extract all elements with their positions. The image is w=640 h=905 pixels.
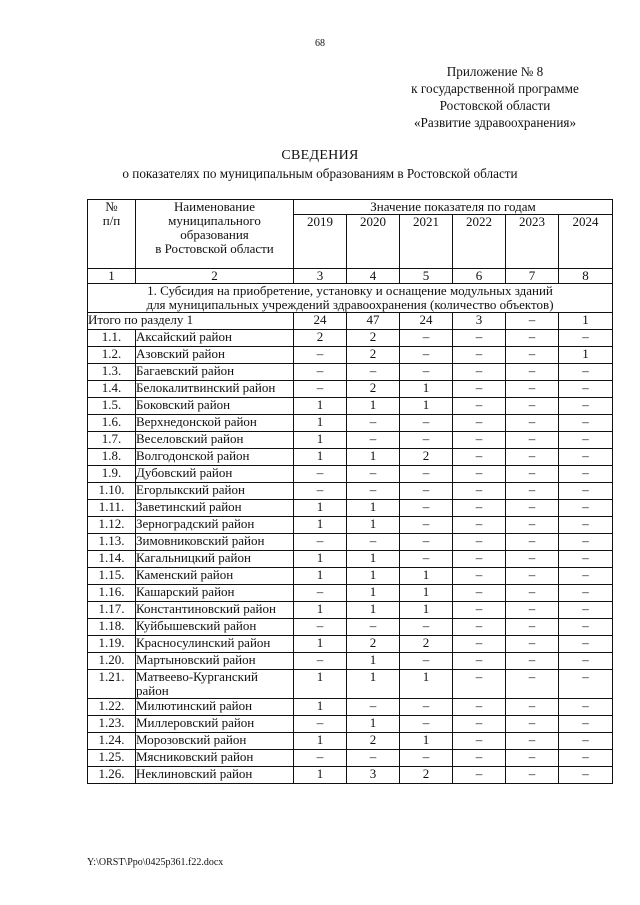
appendix-line: Ростовской области xyxy=(439,98,551,113)
section-total-label: Итого по разделу 1 xyxy=(88,313,294,330)
indicator-value: – xyxy=(559,500,613,517)
indicator-value: – xyxy=(506,347,559,364)
column-number: 6 xyxy=(453,269,506,284)
indicator-value: 1 xyxy=(400,670,453,699)
indicator-value: – xyxy=(347,534,400,551)
row-number: 1.6. xyxy=(88,415,136,432)
table-row xyxy=(88,750,613,767)
table-row xyxy=(88,500,613,517)
district-name: Веселовский район xyxy=(136,432,294,449)
indicator-value: – xyxy=(559,534,613,551)
row-number: 1.24. xyxy=(88,733,136,750)
indicator-value: – xyxy=(347,466,400,483)
indicator-value: – xyxy=(506,750,559,767)
indicator-value: – xyxy=(453,670,506,699)
table-row xyxy=(88,381,613,398)
indicator-value: 1 xyxy=(559,347,613,364)
table-row xyxy=(88,585,613,602)
document-subtitle: о показателях по муниципальным образованиям в Ростовской области xyxy=(122,166,518,181)
header-year: 2022 xyxy=(453,215,506,269)
section-total-value: 3 xyxy=(453,313,506,330)
header-row xyxy=(88,200,613,215)
indicator-value: – xyxy=(506,398,559,415)
indicator-value: – xyxy=(559,619,613,636)
indicator-value: – xyxy=(559,551,613,568)
indicator-value: – xyxy=(559,636,613,653)
indicator-value: – xyxy=(347,483,400,500)
row-number: 1.18. xyxy=(88,619,136,636)
indicator-value: – xyxy=(559,517,613,534)
header-year: 2024 xyxy=(559,215,613,269)
indicator-value: 1 xyxy=(400,585,453,602)
table-row xyxy=(88,449,613,466)
district-name: Каменский район xyxy=(136,568,294,585)
district-name: Зерноградский район xyxy=(136,517,294,534)
indicator-value: – xyxy=(506,364,559,381)
indicator-value: – xyxy=(347,432,400,449)
indicator-value: – xyxy=(400,716,453,733)
indicator-value: – xyxy=(506,670,559,699)
district-name: Красносулинский район xyxy=(136,636,294,653)
indicator-value: 1 xyxy=(294,699,347,716)
indicator-value: – xyxy=(559,398,613,415)
section-title-line: для муниципальных учреждений здравоохранения (количество объектов) xyxy=(146,297,554,312)
indicator-value: – xyxy=(559,466,613,483)
section-total-value: 24 xyxy=(400,313,453,330)
appendix-line: Приложение № 8 xyxy=(446,64,544,79)
indicator-value: – xyxy=(506,602,559,619)
indicator-value: – xyxy=(453,500,506,517)
indicator-value: – xyxy=(400,534,453,551)
indicator-value: 1 xyxy=(347,585,400,602)
indicator-value: – xyxy=(294,653,347,670)
indicator-value: – xyxy=(506,733,559,750)
row-number: 1.16. xyxy=(88,585,136,602)
row-number: 1.14. xyxy=(88,551,136,568)
indicator-value: – xyxy=(559,432,613,449)
indicators-table xyxy=(87,199,613,784)
indicator-value: – xyxy=(400,517,453,534)
table-row xyxy=(88,551,613,568)
indicator-value: – xyxy=(506,330,559,347)
section-total-value: 1 xyxy=(559,313,613,330)
indicator-value: – xyxy=(506,381,559,398)
header-no-line1: № xyxy=(105,199,118,214)
header-name-cell xyxy=(136,200,294,269)
indicator-value: 2 xyxy=(400,449,453,466)
indicator-value: – xyxy=(400,551,453,568)
indicator-value: – xyxy=(559,568,613,585)
indicator-value: – xyxy=(453,767,506,784)
indicator-value: – xyxy=(294,347,347,364)
district-name: Дубовский район xyxy=(136,466,294,483)
indicator-value: – xyxy=(559,767,613,784)
indicator-value: – xyxy=(559,364,613,381)
indicator-value: – xyxy=(559,483,613,500)
column-number: 3 xyxy=(294,269,347,284)
district-name: Куйбышевский район xyxy=(136,619,294,636)
indicator-value: 1 xyxy=(294,733,347,750)
indicator-value: – xyxy=(453,398,506,415)
district-name: Неклиновский район xyxy=(136,767,294,784)
indicator-value: – xyxy=(559,585,613,602)
indicator-value: – xyxy=(453,347,506,364)
header-name-line: Наименование xyxy=(174,199,255,214)
section-title-row xyxy=(88,284,613,313)
table-row xyxy=(88,398,613,415)
indicator-value: 1 xyxy=(294,517,347,534)
row-number: 1.11. xyxy=(88,500,136,517)
indicator-value: 1 xyxy=(294,767,347,784)
indicator-value: – xyxy=(453,636,506,653)
indicator-value: – xyxy=(506,500,559,517)
header-year: 2019 xyxy=(294,215,347,269)
indicator-value: – xyxy=(559,716,613,733)
indicator-value: – xyxy=(559,330,613,347)
indicator-value: 1 xyxy=(294,500,347,517)
document-title: СВЕДЕНИЯ xyxy=(281,148,359,163)
indicator-value: 2 xyxy=(400,767,453,784)
district-name: Матвеево-Курганский район xyxy=(136,670,294,699)
row-number: 1.26. xyxy=(88,767,136,784)
row-number: 1.7. xyxy=(88,432,136,449)
indicator-value: – xyxy=(400,466,453,483)
indicator-value: – xyxy=(506,534,559,551)
indicator-value: – xyxy=(347,619,400,636)
district-name: Зимовниковский район xyxy=(136,534,294,551)
indicator-value: 1 xyxy=(347,670,400,699)
indicator-value: 1 xyxy=(294,551,347,568)
row-number: 1.2. xyxy=(88,347,136,364)
header-no-line2: п/п xyxy=(102,213,121,228)
row-number: 1.10. xyxy=(88,483,136,500)
district-name: Багаевский район xyxy=(136,364,294,381)
indicator-value: – xyxy=(294,534,347,551)
indicator-value: – xyxy=(506,716,559,733)
header-name-line: в Ростовской области xyxy=(155,241,274,256)
row-number: 1.17. xyxy=(88,602,136,619)
table-row xyxy=(88,767,613,784)
header-year: 2023 xyxy=(506,215,559,269)
indicator-value: – xyxy=(294,585,347,602)
column-numbers-row xyxy=(88,269,613,284)
appendix-line: «Развитие здравоохранения» xyxy=(413,115,577,130)
district-name: Кашарский район xyxy=(136,585,294,602)
indicator-value: – xyxy=(294,750,347,767)
indicator-value: – xyxy=(506,767,559,784)
indicator-value: 1 xyxy=(347,602,400,619)
indicator-value: – xyxy=(453,733,506,750)
indicator-value: 1 xyxy=(294,432,347,449)
row-number: 1.12. xyxy=(88,517,136,534)
indicator-value: 2 xyxy=(347,381,400,398)
column-number: 7 xyxy=(506,269,559,284)
column-number: 8 xyxy=(559,269,613,284)
indicator-value: 2 xyxy=(347,733,400,750)
indicator-value: – xyxy=(506,415,559,432)
indicator-value: – xyxy=(506,449,559,466)
district-name: Милютинский район xyxy=(136,699,294,716)
section-total-value: 47 xyxy=(347,313,400,330)
indicator-value: – xyxy=(559,381,613,398)
table-row xyxy=(88,699,613,716)
indicator-value: 2 xyxy=(347,330,400,347)
table-row xyxy=(88,619,613,636)
column-number: 4 xyxy=(347,269,400,284)
section-total-value: 24 xyxy=(294,313,347,330)
indicator-value: – xyxy=(347,415,400,432)
indicator-value: 1 xyxy=(400,381,453,398)
column-number: 5 xyxy=(400,269,453,284)
indicator-value: – xyxy=(506,636,559,653)
page-number: 68 xyxy=(315,38,325,49)
district-name: Белокалитвинский район xyxy=(136,381,294,398)
indicator-value: – xyxy=(559,750,613,767)
table-row xyxy=(88,670,613,699)
indicator-value: 3 xyxy=(347,767,400,784)
row-number: 1.19. xyxy=(88,636,136,653)
indicator-value: 1 xyxy=(347,568,400,585)
table-row xyxy=(88,347,613,364)
indicator-value: – xyxy=(453,432,506,449)
column-number: 2 xyxy=(136,269,294,284)
indicator-value: – xyxy=(294,619,347,636)
indicator-value: – xyxy=(453,466,506,483)
appendix-line: к государственной программе xyxy=(411,81,579,96)
indicator-value: – xyxy=(506,619,559,636)
indicator-value: – xyxy=(400,483,453,500)
indicator-value: – xyxy=(453,619,506,636)
indicator-value: – xyxy=(400,364,453,381)
row-number: 1.22. xyxy=(88,699,136,716)
indicator-value: – xyxy=(453,750,506,767)
indicator-value: – xyxy=(453,449,506,466)
indicator-value: – xyxy=(559,449,613,466)
indicator-value: 1 xyxy=(347,653,400,670)
indicator-value: – xyxy=(453,653,506,670)
row-number: 1.21. xyxy=(88,670,136,699)
table-row xyxy=(88,602,613,619)
indicator-value: – xyxy=(506,585,559,602)
indicator-value: – xyxy=(559,653,613,670)
row-number: 1.20. xyxy=(88,653,136,670)
row-number: 1.9. xyxy=(88,466,136,483)
indicator-value: – xyxy=(559,699,613,716)
table-row xyxy=(88,517,613,534)
district-name: Волгодонской район xyxy=(136,449,294,466)
indicator-value: – xyxy=(294,716,347,733)
indicator-value: 1 xyxy=(294,415,347,432)
indicator-value: – xyxy=(453,381,506,398)
indicator-value: 2 xyxy=(347,347,400,364)
indicator-value: – xyxy=(506,568,559,585)
row-number: 1.8. xyxy=(88,449,136,466)
indicator-value: 1 xyxy=(347,517,400,534)
indicator-value: 1 xyxy=(400,733,453,750)
table-row xyxy=(88,636,613,653)
table-row xyxy=(88,653,613,670)
indicator-value: 2 xyxy=(347,636,400,653)
section-title-line: 1. Субсидия на приобретение, установку и оснащение модульных зданий xyxy=(147,283,553,298)
header-name-line: образования xyxy=(180,227,249,242)
row-number: 1.4. xyxy=(88,381,136,398)
district-name: Заветинский район xyxy=(136,500,294,517)
table-row xyxy=(88,415,613,432)
indicator-value: – xyxy=(347,750,400,767)
indicator-value: 1 xyxy=(294,568,347,585)
file-path-footer: Y:\ORST\Ppo\0425p361.f22.docx xyxy=(87,857,224,868)
indicator-value: – xyxy=(559,733,613,750)
indicator-value: – xyxy=(294,381,347,398)
indicator-value: 1 xyxy=(347,716,400,733)
district-name: Боковский район xyxy=(136,398,294,415)
indicator-value: – xyxy=(506,432,559,449)
column-number: 1 xyxy=(88,269,136,284)
indicator-value: – xyxy=(347,364,400,381)
section-total-value: – xyxy=(506,313,559,330)
indicator-value: 1 xyxy=(347,500,400,517)
section-title-cell xyxy=(88,284,613,313)
table-row xyxy=(88,534,613,551)
indicator-value: 2 xyxy=(294,330,347,347)
indicator-value: – xyxy=(506,653,559,670)
header-no-cell xyxy=(88,200,136,269)
district-name: Верхнедонской район xyxy=(136,415,294,432)
row-number: 1.5. xyxy=(88,398,136,415)
indicator-value: – xyxy=(294,483,347,500)
indicator-value: 1 xyxy=(294,602,347,619)
indicator-value: – xyxy=(347,699,400,716)
indicator-value: 1 xyxy=(400,602,453,619)
indicator-value: – xyxy=(506,551,559,568)
appendix-block xyxy=(380,63,610,131)
indicator-value: – xyxy=(453,568,506,585)
indicator-value: 1 xyxy=(294,398,347,415)
indicator-value: – xyxy=(506,699,559,716)
district-name: Мартыновский район xyxy=(136,653,294,670)
row-number: 1.3. xyxy=(88,364,136,381)
section-total-row xyxy=(88,313,613,330)
indicator-value: 1 xyxy=(294,636,347,653)
district-name: Егорлыкский район xyxy=(136,483,294,500)
row-number: 1.25. xyxy=(88,750,136,767)
indicator-value: 1 xyxy=(294,449,347,466)
district-name: Константиновский район xyxy=(136,602,294,619)
header-year: 2020 xyxy=(347,215,400,269)
table-row xyxy=(88,733,613,750)
indicator-value: – xyxy=(400,619,453,636)
header-values-title: Значение показателя по годам xyxy=(294,200,613,215)
row-number: 1.1. xyxy=(88,330,136,347)
table-row xyxy=(88,432,613,449)
district-name: Кагальницкий район xyxy=(136,551,294,568)
indicator-value: 2 xyxy=(400,636,453,653)
indicator-value: 1 xyxy=(400,568,453,585)
header-name-line: муниципального xyxy=(168,213,261,228)
table-row xyxy=(88,716,613,733)
indicator-value: – xyxy=(400,699,453,716)
district-name: Мясниковский район xyxy=(136,750,294,767)
row-number: 1.15. xyxy=(88,568,136,585)
indicator-value: – xyxy=(453,415,506,432)
indicator-value: – xyxy=(453,364,506,381)
indicator-value: – xyxy=(453,602,506,619)
indicator-value: – xyxy=(400,750,453,767)
indicator-value: – xyxy=(453,716,506,733)
header-year: 2021 xyxy=(400,215,453,269)
table-row xyxy=(88,568,613,585)
table-row xyxy=(88,364,613,381)
indicator-value: – xyxy=(559,602,613,619)
indicator-value: – xyxy=(400,330,453,347)
indicator-value: 1 xyxy=(347,551,400,568)
indicator-value: – xyxy=(559,670,613,699)
indicator-value: 1 xyxy=(294,670,347,699)
indicator-value: – xyxy=(294,466,347,483)
indicator-value: – xyxy=(453,534,506,551)
indicator-value: – xyxy=(453,551,506,568)
indicator-value: – xyxy=(400,653,453,670)
district-name: Миллеровский район xyxy=(136,716,294,733)
indicator-value: – xyxy=(400,347,453,364)
indicator-value: – xyxy=(453,517,506,534)
indicator-value: – xyxy=(400,432,453,449)
indicator-value: 1 xyxy=(347,449,400,466)
indicator-value: 1 xyxy=(347,398,400,415)
indicator-value: – xyxy=(453,483,506,500)
indicator-value: – xyxy=(453,585,506,602)
table-row xyxy=(88,466,613,483)
indicator-value: – xyxy=(400,500,453,517)
table-row xyxy=(88,330,613,347)
indicator-value: – xyxy=(506,466,559,483)
row-number: 1.23. xyxy=(88,716,136,733)
district-name: Аксайский район xyxy=(136,330,294,347)
district-name: Морозовский район xyxy=(136,733,294,750)
indicator-value: – xyxy=(506,483,559,500)
indicator-value: – xyxy=(294,364,347,381)
indicator-value: – xyxy=(506,517,559,534)
indicator-value: – xyxy=(400,415,453,432)
indicator-value: – xyxy=(559,415,613,432)
indicator-value: – xyxy=(453,699,506,716)
row-number: 1.13. xyxy=(88,534,136,551)
table-row xyxy=(88,483,613,500)
indicator-value: 1 xyxy=(400,398,453,415)
indicator-value: – xyxy=(453,330,506,347)
district-name: Азовский район xyxy=(136,347,294,364)
